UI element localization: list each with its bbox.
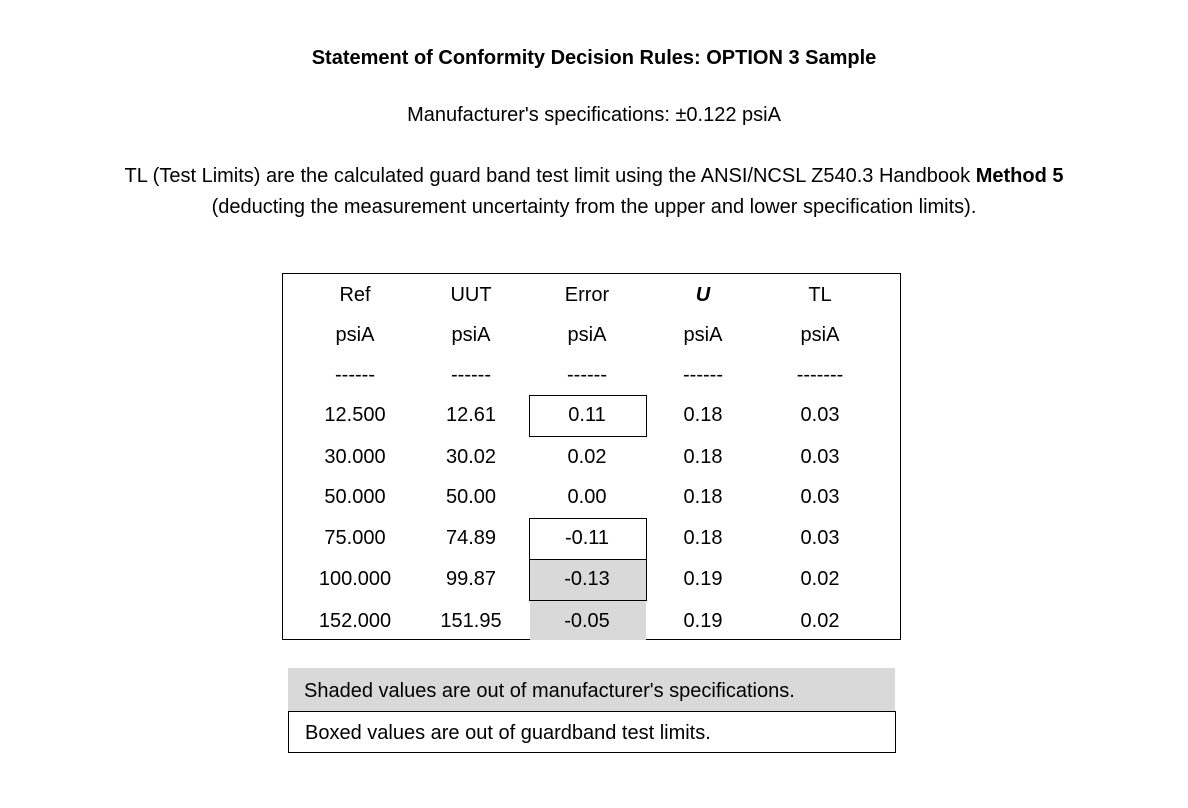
cell-ref: 100.000	[318, 568, 392, 590]
cell-uut: 30.02	[445, 446, 497, 468]
column-unit-uut: psiA	[451, 324, 491, 346]
cell-error: -0.05	[564, 610, 610, 632]
column-separator-ref: ------	[335, 364, 375, 386]
cell-tl: 0.02	[800, 568, 840, 590]
manufacturer-specification: Manufacturer's specifications: ±0.122 psiA	[407, 104, 781, 126]
column-header-uut: UUT	[450, 284, 492, 306]
column-header-ref: Ref	[339, 284, 371, 306]
description-line-2: (deducting the measurement uncertainty from the upper and lower specification limits).	[211, 196, 977, 218]
cell-tl: 0.03	[800, 486, 840, 508]
method-label: Method 5	[975, 165, 1064, 187]
column-separator-u: ------	[683, 364, 723, 386]
legend-shaded: Shaded values are out of manufacturer's specifications.	[288, 668, 895, 712]
cell-error: 0.00	[567, 486, 607, 508]
cell-u: 0.18	[683, 486, 723, 508]
column-separator-uut: ------	[451, 364, 491, 386]
cell-uut: 12.61	[445, 404, 497, 426]
cell-u: 0.19	[683, 610, 723, 632]
cell-u: 0.18	[683, 404, 723, 426]
column-header-tl: TL	[808, 284, 832, 306]
column-unit-u: psiA	[683, 324, 723, 346]
cell-uut: 74.89	[445, 527, 497, 549]
cell-tl: 0.03	[800, 446, 840, 468]
cell-uut: 151.95	[440, 610, 502, 632]
cell-ref: 50.000	[324, 486, 386, 508]
cell-ref: 152.000	[318, 610, 392, 632]
page-title: Statement of Conformity Decision Rules: OPTION 3 Sample	[311, 47, 877, 69]
legend-boxed: Boxed values are out of guardband test limits.	[288, 711, 896, 753]
cell-u: 0.18	[683, 446, 723, 468]
column-unit-tl: psiA	[800, 324, 840, 346]
cell-u: 0.19	[683, 568, 723, 590]
cell-uut: 99.87	[445, 568, 497, 590]
cell-ref: 30.000	[324, 446, 386, 468]
cell-error: 0.11	[568, 404, 606, 426]
column-unit-error: psiA	[567, 324, 607, 346]
column-separator-tl: -------	[796, 364, 844, 386]
cell-ref: 75.000	[324, 527, 386, 549]
cell-tl: 0.03	[800, 527, 840, 549]
description-line-1	[0, 161, 1188, 192]
cell-error: 0.02	[567, 446, 607, 468]
column-unit-ref: psiA	[335, 324, 375, 346]
description-line-1-text: TL (Test Limits) are the calculated guard band test limit using the ANSI/NCSL Z540.3 Handbook	[124, 165, 976, 187]
cell-uut: 50.00	[445, 486, 497, 508]
cell-tl: 0.03	[800, 404, 840, 426]
column-separator-error: ------	[567, 364, 607, 386]
column-header-error: Error	[564, 284, 610, 306]
test-limits-description	[0, 161, 1188, 223]
cell-error: -0.13	[564, 568, 610, 590]
column-header-u: U	[695, 284, 711, 306]
cell-error: -0.11	[564, 527, 610, 549]
cell-tl: 0.02	[800, 610, 840, 632]
cell-ref: 12.500	[324, 404, 386, 426]
cell-u: 0.18	[683, 527, 723, 549]
